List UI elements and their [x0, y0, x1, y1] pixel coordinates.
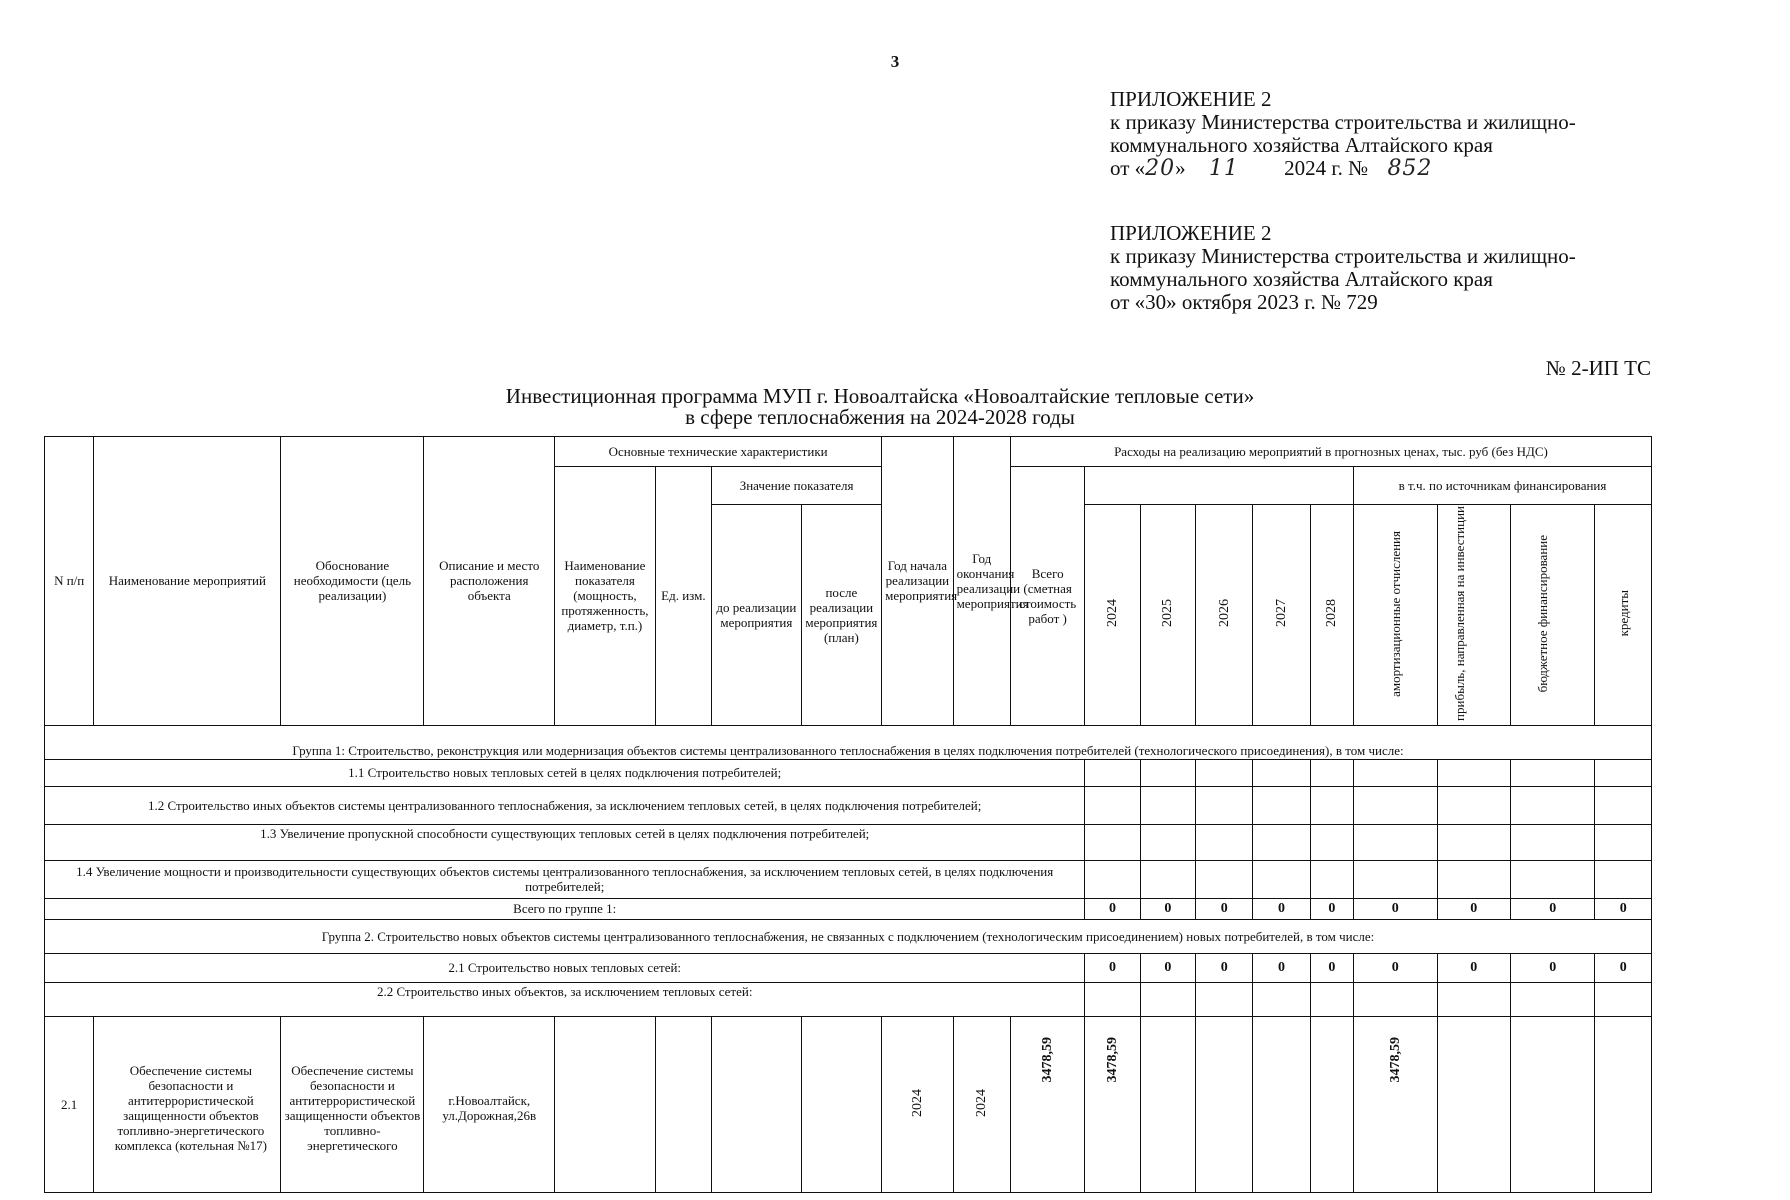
handwritten-number: 852 [1387, 156, 1433, 181]
header-year-2028: 2028 [1310, 505, 1353, 726]
appendix-new-title: ПРИЛОЖЕНИЕ 2 [1110, 87, 1272, 111]
title-line1: Инвестиционная программа МУП г. Новоалтайска «Новоалтайские тепловые сети» [505, 384, 1255, 408]
item-amortization: 3478,59 [1353, 1016, 1437, 1192]
row-2-1-2028: 0 [1310, 953, 1353, 982]
appendix-new-line1: к приказу Министерства строительства и жилищно- [1110, 110, 1576, 134]
row-2-1-2024: 0 [1085, 953, 1140, 982]
investment-table [44, 436, 1652, 1193]
row-2-2-label: 2.2 Строительство иных объектов, за исключением тепловых сетей: [45, 982, 1085, 1016]
item-total: 3478,59 [1010, 1016, 1084, 1192]
item-description: г.Новоалтайск, ул.Дорожная,26в [424, 1016, 555, 1192]
handwritten-day: 20 [1145, 156, 1176, 181]
group1-total-2026: 0 [1196, 898, 1253, 919]
row-2-1-amortization: 0 [1353, 953, 1437, 982]
row-1-4: 1.4 Увеличение мощности и производительности существующих объектов системы централизованного теплоснабжения, за исключением тепловых сетей, в целях подключения потребителей; [45, 860, 1085, 898]
appendix-new-line2: коммунального хозяйства Алтайского края [1110, 133, 1493, 157]
appendix-new-date: от «20» 11 2024 г. № 852 [1110, 156, 1433, 181]
header-justification: Обоснование необходимости (цель реализации) [281, 437, 424, 726]
header-after: после реализации мероприятия (план) [801, 505, 882, 726]
group1-total-2025: 0 [1140, 898, 1195, 919]
row-1-2: 1.2 Строительство иных объектов системы централизованного теплоснабжения, за исключением тепловых сетей, в целях подключения потребителей; [45, 786, 1085, 824]
row-2-1-label: 2.1 Строительство новых тепловых сетей: [45, 953, 1085, 982]
header-year-start: Год начала реализации мероприятия [882, 437, 953, 726]
header-year-2025: 2025 [1140, 505, 1195, 726]
document-title [430, 386, 1330, 428]
group1-total-credits: 0 [1595, 898, 1652, 919]
item-year-start: 2024 [882, 1016, 953, 1192]
group1-total-profit: 0 [1437, 898, 1510, 919]
group1-total-2028: 0 [1310, 898, 1353, 919]
appendix-old-title: ПРИЛОЖЕНИЕ 2 [1110, 221, 1272, 245]
header-year-2024: 2024 [1085, 505, 1140, 726]
item-n: 2.1 [45, 1016, 94, 1192]
header-sources-group: в т.ч. по источникам финансирования [1353, 467, 1651, 505]
header-n: N п/п [45, 437, 94, 726]
item-name: Обеспечение системы безопасности и антитеррористической защищенности объектов топливно-энергетического комплекса (котельная №17) [94, 1016, 281, 1192]
group1-total-2024: 0 [1085, 898, 1140, 919]
group2-title: Группа 2. Строительство новых объектов системы централизованного теплоснабжения, не связанных с подключением (технологическим присоединением) новых потребителей, в том числе: [45, 919, 1652, 953]
header-years-blank [1085, 467, 1354, 505]
header-description: Описание и место расположения объекта [424, 437, 555, 726]
header-source-budget: бюджетное финансирование [1510, 505, 1595, 726]
header-indicator-value: Значение показателя [712, 467, 882, 505]
row-2-1-budget: 0 [1510, 953, 1595, 982]
row-1-3: 1.3 Увеличение пропускной способности существующих тепловых сетей в целях подключения потребителей; [45, 824, 1085, 860]
header-before: до реализации мероприятия [712, 505, 802, 726]
row-2-1-2026: 0 [1196, 953, 1253, 982]
header-name: Наименование мероприятий [94, 437, 281, 726]
header-total: Всего (сметная стоимость работ ) [1010, 467, 1084, 726]
item-year-end: 2024 [953, 1016, 1010, 1192]
group1-total-amortization: 0 [1353, 898, 1437, 919]
header-tech-group: Основные технические характеристики [555, 437, 882, 467]
handwritten-month: 11 [1208, 156, 1239, 181]
header-source-profit: прибыль, направленная на инвестиции [1437, 505, 1510, 726]
group1-total-label: Всего по группе 1: [45, 898, 1085, 919]
item-2024: 3478,59 [1085, 1016, 1140, 1192]
appendix-old-line3: от «30» октября 2023 г. № 729 [1110, 290, 1378, 314]
appendix-old-line1: к приказу Министерства строительства и жилищно- [1110, 244, 1576, 268]
appendix-old-line2: коммунального хозяйства Алтайского края [1110, 267, 1493, 291]
page-number: 3 [890, 52, 900, 71]
item-unit [655, 1016, 711, 1192]
appendix-new-block [1110, 88, 1576, 180]
header-unit: Ед. изм. [655, 467, 711, 726]
item-before [712, 1016, 802, 1192]
header-indicator-name: Наименование показателя (мощность, протяженность, диаметр, т.п.) [555, 467, 656, 726]
header-costs-group: Расходы на реализацию мероприятий в прогнозных ценах, тыс. руб (без НДС) [1010, 437, 1651, 467]
row-2-1-2027: 0 [1253, 953, 1310, 982]
row-2-1-2025: 0 [1140, 953, 1195, 982]
row-2-1-profit: 0 [1437, 953, 1510, 982]
item-justification: Обеспечение системы безопасности и антитеррористической защищенности объектов топливно-энергетического [281, 1016, 424, 1192]
row-1-1: 1.1 Строительство новых тепловых сетей в целях подключения потребителей; [45, 759, 1085, 786]
title-line2: в сфере теплоснабжения на 2024-2028 годы [685, 405, 1075, 429]
group1-title: Группа 1: Строительство, реконструкция или модернизация объектов системы централизованного теплоснабжения в целях подключения потребителей (технологического присоединения), в том числе: [45, 725, 1652, 759]
document-number: № 2-ИП ТС [1545, 356, 1651, 380]
item-indicator-name [555, 1016, 656, 1192]
header-source-amortization: амортизационные отчисления [1353, 505, 1437, 726]
row-2-1-credits: 0 [1595, 953, 1652, 982]
header-year-end: Год окончания реализации мероприятия [953, 437, 1010, 726]
item-after [801, 1016, 882, 1192]
group1-total-budget: 0 [1510, 898, 1595, 919]
appendix-old-block [1110, 222, 1576, 314]
group1-total-2027: 0 [1253, 898, 1310, 919]
header-year-2027: 2027 [1253, 505, 1310, 726]
header-year-2026: 2026 [1196, 505, 1253, 726]
header-source-credits: кредиты [1595, 505, 1652, 726]
